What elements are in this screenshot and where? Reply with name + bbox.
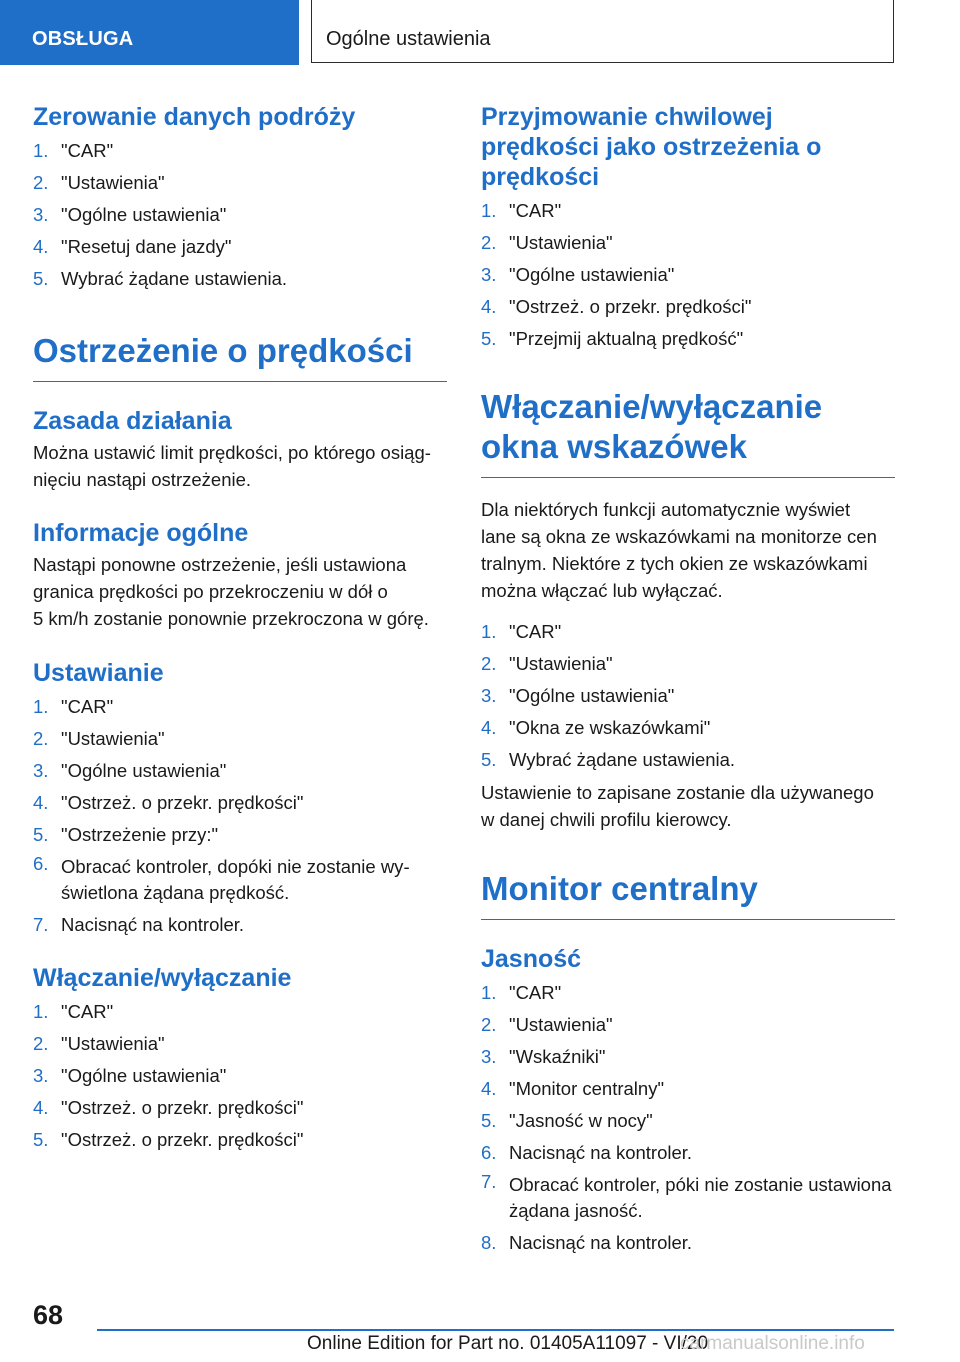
list-item: 1. "CAR" <box>33 140 114 161</box>
right-column <box>481 100 895 1259</box>
footer-divider <box>97 1329 894 1331</box>
footer-edition: Online Edition for Part no. 01405A11097 - VI/20 <box>307 1333 709 1354</box>
general-info-text: Nastąpi ponowne ostrzeżenie, jeśli ustawiona granica prędkości po przekroczeniu w dół o 5 km/h zostanie ponownie przekroczona w górę. <box>33 554 429 629</box>
monitor-title: Monitor centralny <box>481 869 895 920</box>
list-item: 3. "Ogólne ustawienia" <box>33 760 227 781</box>
list-item: 4. "Ostrzeż. o przekr. prędkości" <box>33 1097 304 1118</box>
hints-note: Ustawienie to zapisane zostanie dla używanego w danej chwili profilu kierowcy. <box>481 782 874 830</box>
header-chapter-box <box>311 0 894 63</box>
list-item: 1. "CAR" <box>33 696 114 717</box>
list-item: 3. "Ogólne ustawienia" <box>481 264 675 285</box>
left-column <box>33 100 447 1156</box>
list-item: 2. "Ustawienia" <box>33 172 165 193</box>
brightness-title: Jasność <box>481 945 582 973</box>
hints-intro: Dla niektórych funkcji automatycznie wyświet lane są okna ze wskazówkami na monitorze cen tralnym. Niektóre z tych okien ze wskazówkami można włączać lub wyłączać. <box>481 499 877 601</box>
trip-reset-title: Zerowanie danych podróży <box>33 103 356 131</box>
list-item: 1. "CAR" <box>481 200 562 221</box>
take-speed-title: Przyjmowanie chwilowej prędkości jako ostrzeżenia o prędkości <box>481 103 822 191</box>
list-item: 4. "Ostrzeż. o przekr. prędkości" <box>33 792 304 813</box>
list-item: 1. "CAR" <box>481 982 562 1003</box>
list-item: 2. "Ustawienia" <box>481 232 613 253</box>
list-item: 7. Obracać kontroler, póki nie zostanie ustawiona żądana jasność. <box>481 1171 892 1221</box>
list-item: 4. "Resetuj dane jazdy" <box>33 236 232 257</box>
list-item: 6. Obracać kontroler, dopóki nie zostanie wyświetlona żądana prędkość. <box>33 853 410 903</box>
principle-text: Można ustawić limit prędkości, po którego osiągnięciu nastąpi ostrzeżenie. <box>33 442 431 490</box>
principle-title: Zasada działania <box>33 407 232 435</box>
watermark: carmanualsonline.info <box>680 1333 865 1354</box>
list-item: 7. Nacisnąć na kontroler. <box>33 914 245 935</box>
list-item: 2. "Ustawienia" <box>481 653 613 674</box>
list-item: 2. "Ustawienia" <box>481 1014 613 1035</box>
list-item: 6. Nacisnąć na kontroler. <box>481 1142 693 1163</box>
list-item: 5. "Jasność w nocy" <box>481 1110 653 1131</box>
list-item: 1. "CAR" <box>33 1001 114 1022</box>
hints-title: Włączanie/wyłączanie okna wskazówek <box>481 387 895 478</box>
toggle-title: Włączanie/wyłączanie <box>33 964 292 992</box>
list-item: 4. "Ostrzeż. o przekr. prędkości" <box>481 296 752 317</box>
list-item: 5. "Przejmij aktualną prędkość" <box>481 328 744 349</box>
list-item: 5. Wybrać żądane ustawienia. <box>33 268 288 289</box>
list-item: 1. "CAR" <box>481 621 562 642</box>
header-section-tab <box>0 0 299 65</box>
general-info-title: Informacje ogólne <box>33 519 249 547</box>
list-item: 5. Wybrać żądane ustawienia. <box>481 749 736 770</box>
setting-title: Ustawianie <box>33 659 164 687</box>
list-item: 3. "Ogólne ustawienia" <box>481 685 675 706</box>
list-item: 4. "Monitor centralny" <box>481 1078 665 1099</box>
list-item: 3. "Wskaźniki" <box>481 1046 606 1067</box>
list-item: 2. "Ustawienia" <box>33 728 165 749</box>
toggle-steps <box>33 996 447 1156</box>
list-item: 2. "Ustawienia" <box>33 1033 165 1054</box>
brightness-steps <box>481 977 895 1259</box>
list-item: 3. "Ogólne ustawienia" <box>33 204 227 225</box>
list-item: 8. Nacisnąć na kontroler. <box>481 1232 693 1253</box>
list-item: 4. "Okna ze wskazówkami" <box>481 717 711 738</box>
list-item: 3. "Ogólne ustawienia" <box>33 1065 227 1086</box>
page-number: 68 <box>33 1300 64 1330</box>
header-section-label: OBSŁUGA <box>32 28 134 50</box>
speed-warning-title: Ostrzeżenie o prędkości <box>33 331 447 382</box>
setting-steps <box>33 691 447 941</box>
take-speed-steps <box>481 195 895 355</box>
list-item: 5. "Ostrzeż. o przekr. prędkości" <box>33 1129 304 1150</box>
header-chapter-label: Ogólne ustawienia <box>326 28 491 50</box>
list-item: 5. "Ostrzeżenie przy:" <box>33 824 219 845</box>
trip-reset-steps <box>33 135 447 295</box>
hints-steps <box>481 616 895 776</box>
